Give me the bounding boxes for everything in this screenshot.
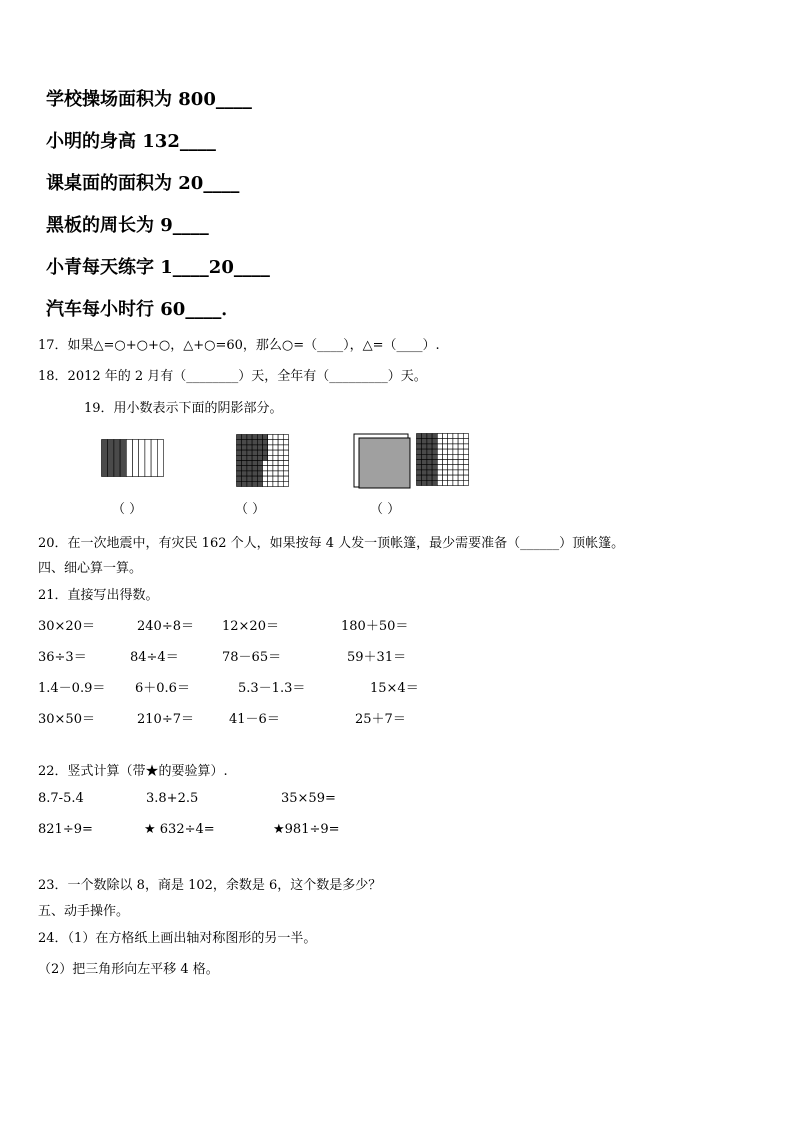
blank-strip (126, 440, 132, 477)
blank-strip (145, 440, 151, 477)
shaded-cell (417, 439, 422, 444)
shaded-cell (237, 435, 242, 440)
shaded-cell (242, 435, 247, 440)
blank-cell (443, 480, 448, 485)
shaded-cell (237, 481, 242, 486)
shaded-cell (247, 445, 252, 450)
blank-cell (458, 470, 463, 475)
shaded-cell (242, 450, 247, 455)
shaded-cell (237, 445, 242, 450)
blank-cell (268, 450, 273, 455)
blank-cell (437, 460, 442, 465)
section-5-heading: 五、动手操作。 (38, 904, 130, 919)
shaded-cell (252, 471, 257, 476)
blank-cell (283, 445, 288, 450)
shaded-cell (263, 440, 268, 445)
figure-2-hundred-grid (236, 434, 290, 488)
shaded-cell (237, 450, 242, 455)
blank-cell (437, 465, 442, 470)
blank-cell (458, 480, 463, 485)
shaded-cell (417, 480, 422, 485)
question-17: 17．如果△=○+○+○，△+○=60，那么○=（____），△=（____）. (38, 338, 440, 353)
shaded-cell (417, 475, 422, 480)
blank-cell (273, 445, 278, 450)
blank-cell (273, 455, 278, 460)
blank-cell (437, 434, 442, 439)
shaded-cell (242, 466, 247, 471)
calc-item: 41－6＝ (229, 712, 280, 727)
shaded-cell (242, 476, 247, 481)
shaded-cell (427, 434, 432, 439)
shaded-cell (422, 434, 427, 439)
shaded-cell (237, 471, 242, 476)
shaded-cell (432, 460, 437, 465)
blank-cell (268, 471, 273, 476)
shaded-cell (242, 440, 247, 445)
blank-cell (263, 481, 268, 486)
figure-2-answer-blank: （ ） (235, 502, 266, 517)
shaded-cell (242, 471, 247, 476)
shaded-cell (432, 434, 437, 439)
blank-strip (139, 440, 145, 477)
shaded-cell (422, 449, 427, 454)
blank-cell (278, 435, 283, 440)
blank-cell (278, 455, 283, 460)
blank-cell (273, 466, 278, 471)
question-18: 18．2012 年的 2 月有（________）天，全年有（_________）天。 (38, 369, 427, 384)
shaded-cell (247, 440, 252, 445)
blank-cell (453, 475, 458, 480)
blank-cell (448, 480, 453, 485)
blank-cell (463, 434, 468, 439)
shaded-cell (432, 475, 437, 480)
calc-item: 30×20＝ (38, 619, 95, 634)
blank-cell (463, 465, 468, 470)
shaded-cell (422, 475, 427, 480)
shaded-cell (257, 461, 262, 466)
blank-cell (443, 454, 448, 459)
blank-cell (463, 475, 468, 480)
shaded-cell (247, 466, 252, 471)
shaded-cell (252, 481, 257, 486)
shaded-cell (427, 449, 432, 454)
shaded-strip (120, 440, 126, 477)
blank-cell (283, 455, 288, 460)
shaded-cell (237, 466, 242, 471)
shaded-cell (257, 455, 262, 460)
blank-cell (283, 476, 288, 481)
shaded-cell (237, 440, 242, 445)
blank-cell (283, 440, 288, 445)
blank-cell (263, 466, 268, 471)
shaded-cell (263, 445, 268, 450)
blank-cell (448, 470, 453, 475)
blank-cell (453, 470, 458, 475)
blank-cell (437, 449, 442, 454)
blank-cell (458, 444, 463, 449)
blank-cell (263, 476, 268, 481)
blank-cell (283, 471, 288, 476)
shaded-cell (263, 450, 268, 455)
shaded-cell (257, 466, 262, 471)
shaded-cell (247, 481, 252, 486)
blank-cell (278, 450, 283, 455)
shaded-cell (257, 440, 262, 445)
blank-cell (268, 466, 273, 471)
calc-item: 59＋31＝ (347, 650, 407, 665)
blank-cell (268, 481, 273, 486)
blank-cell (458, 434, 463, 439)
blank-cell (453, 480, 458, 485)
calc-item: 6＋0.6＝ (135, 681, 190, 696)
shaded-cell (432, 480, 437, 485)
units-line-4: 黑板的周长为 9____ (46, 215, 209, 236)
blank-cell (278, 440, 283, 445)
blank-cell (273, 450, 278, 455)
blank-cell (458, 439, 463, 444)
vertical-calc-item: 821÷9= (38, 822, 93, 837)
blank-cell (263, 461, 268, 466)
blank-cell (437, 475, 442, 480)
shaded-cell (242, 461, 247, 466)
shaded-cell (422, 470, 427, 475)
blank-cell (448, 444, 453, 449)
figure-1-answer-blank: （ ） (112, 502, 143, 517)
blank-cell (437, 444, 442, 449)
blank-cell (448, 454, 453, 459)
full-square-shaded (359, 438, 410, 488)
shaded-cell (427, 439, 432, 444)
blank-cell (448, 439, 453, 444)
shaded-cell (252, 450, 257, 455)
calc-item: 25＋7＝ (355, 712, 406, 727)
shaded-cell (432, 465, 437, 470)
blank-cell (283, 450, 288, 455)
blank-cell (437, 480, 442, 485)
blank-cell (443, 434, 448, 439)
blank-cell (448, 449, 453, 454)
shaded-cell (422, 444, 427, 449)
shaded-cell (422, 480, 427, 485)
blank-cell (453, 439, 458, 444)
blank-cell (278, 481, 283, 486)
shaded-cell (432, 444, 437, 449)
calc-item: 1.4－0.9＝ (38, 681, 106, 696)
blank-cell (268, 435, 273, 440)
blank-strip (133, 440, 139, 477)
shaded-cell (242, 481, 247, 486)
question-21: 21．直接写出得数。 (38, 588, 159, 603)
blank-cell (278, 461, 283, 466)
blank-cell (437, 454, 442, 459)
units-line-5: 小青每天练字 1____20____ (46, 257, 270, 278)
blank-cell (443, 460, 448, 465)
shaded-cell (252, 466, 257, 471)
blank-cell (268, 445, 273, 450)
blank-cell (453, 454, 458, 459)
shaded-cell (247, 461, 252, 466)
blank-cell (463, 454, 468, 459)
blank-cell (453, 465, 458, 470)
blank-cell (448, 434, 453, 439)
units-line-1: 学校操场面积为 800____ (46, 89, 252, 110)
blank-cell (283, 435, 288, 440)
shaded-cell (427, 465, 432, 470)
calc-item: 12×20＝ (222, 619, 279, 634)
blank-cell (463, 480, 468, 485)
shaded-cell (263, 455, 268, 460)
calc-item: 5.3－1.3＝ (238, 681, 306, 696)
shaded-cell (427, 470, 432, 475)
calc-item: 78－65＝ (222, 650, 282, 665)
vertical-calc-item: 35×59= (281, 791, 336, 806)
blank-cell (273, 476, 278, 481)
blank-cell (458, 465, 463, 470)
shaded-cell (247, 455, 252, 460)
blank-cell (437, 439, 442, 444)
shaded-cell (257, 481, 262, 486)
vertical-calc-item: ★981÷9= (273, 822, 340, 837)
shaded-cell (427, 475, 432, 480)
blank-cell (453, 460, 458, 465)
shaded-cell (427, 480, 432, 485)
shaded-cell (417, 449, 422, 454)
shaded-cell (427, 460, 432, 465)
blank-strip (151, 440, 157, 477)
question-20: 20．在一次地震中，有灾民 162 个人，如果按每 4 人发一顶帐篷，最少需要准备（______）顶帐篷。 (38, 536, 625, 551)
vertical-calc-item: 8.7-5.4 (38, 791, 84, 806)
blank-cell (273, 440, 278, 445)
blank-cell (278, 476, 283, 481)
blank-cell (448, 460, 453, 465)
blank-strip (157, 440, 163, 477)
shaded-strip (108, 440, 114, 477)
shaded-cell (252, 440, 257, 445)
blank-cell (268, 476, 273, 481)
blank-cell (278, 471, 283, 476)
blank-cell (443, 470, 448, 475)
blank-cell (458, 475, 463, 480)
shaded-cell (422, 465, 427, 470)
blank-cell (463, 444, 468, 449)
blank-cell (273, 435, 278, 440)
shaded-cell (427, 444, 432, 449)
shaded-cell (263, 435, 268, 440)
blank-cell (453, 434, 458, 439)
blank-cell (458, 460, 463, 465)
question-19: 19．用小数表示下面的阴影部分。 (84, 401, 283, 416)
blank-cell (283, 481, 288, 486)
blank-cell (443, 444, 448, 449)
shaded-strip (114, 440, 120, 477)
question-23: 23．一个数除以 8，商是 102，余数是 6，这个数是多少？ (38, 878, 382, 893)
vertical-calc-item: ★ 632÷4= (144, 822, 215, 837)
figure-3-answer-blank: （ ） (370, 502, 401, 517)
units-line-6: 汽车每小时行 60____． (46, 299, 240, 320)
shaded-cell (417, 454, 422, 459)
blank-cell (443, 475, 448, 480)
shaded-cell (417, 470, 422, 475)
shaded-cell (417, 460, 422, 465)
blank-cell (453, 444, 458, 449)
shaded-cell (252, 455, 257, 460)
question-24-part-2: （2）把三角形向左平移 4 格。 (38, 962, 219, 977)
calc-item: 240÷8＝ (137, 619, 194, 634)
units-line-3: 课桌面的面积为 20____ (46, 173, 240, 194)
blank-cell (443, 465, 448, 470)
shaded-strip (102, 440, 108, 477)
shaded-cell (257, 471, 262, 476)
blank-cell (268, 461, 273, 466)
units-line-2: 小明的身高 132____ (46, 131, 216, 152)
shaded-cell (417, 465, 422, 470)
section-4-heading: 四、细心算一算。 (38, 561, 143, 576)
blank-cell (263, 471, 268, 476)
shaded-cell (247, 450, 252, 455)
blank-cell (268, 440, 273, 445)
blank-cell (278, 466, 283, 471)
shaded-cell (257, 450, 262, 455)
blank-cell (453, 449, 458, 454)
shaded-cell (237, 476, 242, 481)
blank-cell (463, 439, 468, 444)
shaded-cell (252, 461, 257, 466)
shaded-cell (252, 445, 257, 450)
calc-item: 84÷4＝ (130, 650, 179, 665)
blank-cell (437, 470, 442, 475)
shaded-cell (432, 449, 437, 454)
blank-cell (448, 475, 453, 480)
calc-item: 210÷7＝ (137, 712, 194, 727)
calc-item: 180＋50＝ (341, 619, 409, 634)
blank-cell (463, 460, 468, 465)
shaded-cell (417, 444, 422, 449)
shaded-cell (422, 460, 427, 465)
vertical-calc-item: 3.8+2.5 (146, 791, 199, 806)
question-22: 22．竖式计算（带★的要验算）. (38, 764, 228, 779)
shaded-cell (257, 476, 262, 481)
question-24-part-1: 24．（1）在方格纸上画出轴对称图形的另一半。 (38, 931, 317, 946)
shaded-cell (422, 454, 427, 459)
blank-cell (273, 461, 278, 466)
shaded-cell (257, 435, 262, 440)
shaded-cell (432, 454, 437, 459)
figure-1-strips (101, 439, 164, 477)
calc-item: 30×50＝ (38, 712, 95, 727)
shaded-cell (432, 439, 437, 444)
blank-cell (443, 449, 448, 454)
blank-cell (463, 470, 468, 475)
shaded-cell (252, 476, 257, 481)
shaded-cell (237, 455, 242, 460)
blank-cell (443, 439, 448, 444)
blank-cell (458, 454, 463, 459)
shaded-cell (242, 445, 247, 450)
blank-cell (268, 455, 273, 460)
blank-cell (458, 449, 463, 454)
blank-cell (283, 466, 288, 471)
shaded-cell (422, 439, 427, 444)
calc-item: 15×4＝ (370, 681, 419, 696)
shaded-cell (432, 470, 437, 475)
blank-cell (278, 445, 283, 450)
shaded-cell (237, 461, 242, 466)
shaded-cell (242, 455, 247, 460)
shaded-cell (247, 471, 252, 476)
shaded-cell (257, 445, 262, 450)
blank-cell (283, 461, 288, 466)
shaded-cell (252, 435, 257, 440)
shaded-cell (417, 434, 422, 439)
shaded-cell (247, 476, 252, 481)
blank-cell (448, 465, 453, 470)
blank-cell (463, 449, 468, 454)
blank-cell (273, 481, 278, 486)
shaded-cell (427, 454, 432, 459)
blank-cell (273, 471, 278, 476)
figure-3-squares (353, 432, 471, 489)
calc-item: 36÷3＝ (38, 650, 87, 665)
shaded-cell (247, 435, 252, 440)
